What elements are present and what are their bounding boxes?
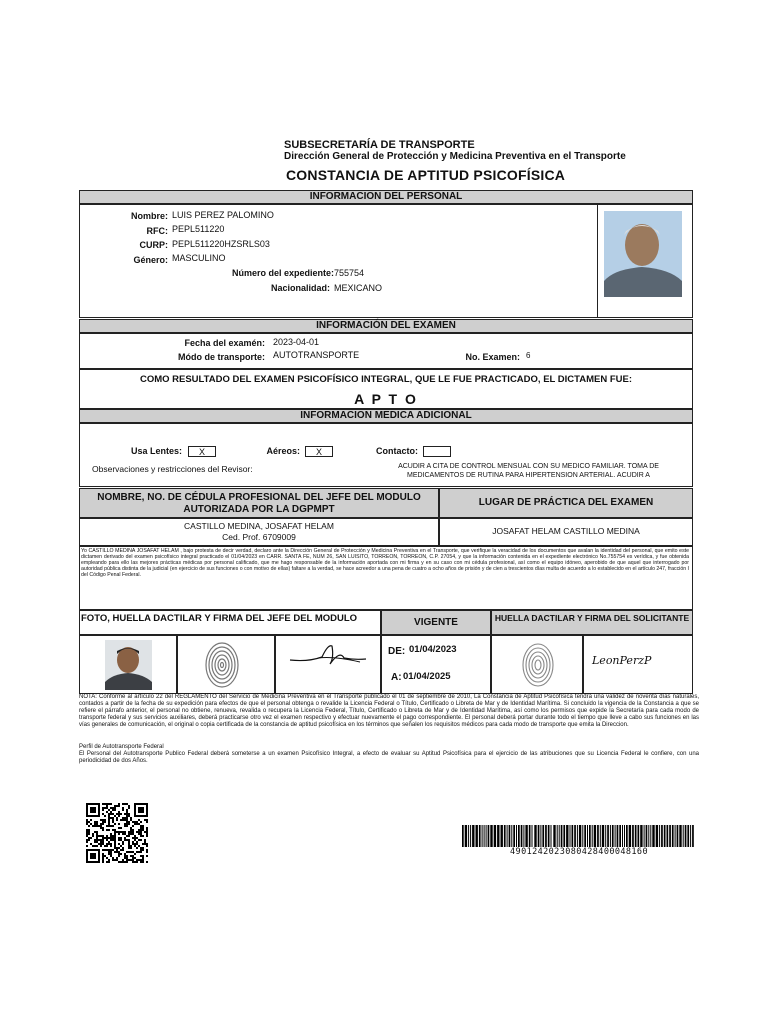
aereos-label: Aéreos:: [266, 446, 300, 456]
expediente-label: Número del expediente:: [231, 268, 334, 278]
nombre-value: LUIS PEREZ PALOMINO: [172, 210, 274, 220]
rfc-value: PEPL511220: [172, 224, 225, 234]
expediente-value: 755754: [334, 268, 365, 278]
genero-value: MASCULINO: [172, 253, 226, 263]
perfil-title: Perfil de Autotransporte Federal: [79, 744, 164, 750]
header-line2: Dirección General de Protección y Medicina Preventiva en el Transporte: [284, 151, 626, 162]
fecha-value: 2023-04-01: [273, 337, 320, 347]
aereos-checkbox: X: [305, 446, 333, 457]
dictamen-value: A P T O: [354, 391, 418, 407]
solicitante-signature: LeonPerzP: [592, 654, 652, 667]
jefe-title: NOMBRE, NO. DE CÉDULA PROFESIONAL DEL JEFE DEL MODULO AUTORIZADA POR LA DGPMPT: [79, 488, 439, 518]
nacionalidad-value: MEXICANO: [334, 283, 383, 293]
vigencia-de-value: 01/04/2023: [409, 644, 457, 655]
solicitante-fingerprint-icon: [520, 641, 556, 694]
lugar-value: JOSAFAT HELAM CASTILLO MEDINA: [492, 526, 640, 536]
curp-label: CURP:: [139, 240, 168, 250]
contacto-label: Contacto:: [376, 446, 418, 456]
jefe-fingerprint-icon: [204, 641, 240, 694]
contacto-checkbox: [423, 446, 451, 457]
examen-section-title: INFORMACIÓN DEL EXAMEN: [79, 319, 693, 333]
lugar-title: LUGAR DE PRÁCTICA DEL EXAMEN: [439, 488, 693, 518]
lentes-checkbox: X: [188, 446, 216, 457]
perfil-text: El Personal del Autotransporte Publico Federal deberá someterse a un examen Psicofísico Integral, a efecto de evaluar su Aptitud Psicofísica para el ejercicio de las atribuciones que su Licencia Federal le confiere, con una periodicidad de dos Años.: [79, 751, 699, 764]
modo-value: AUTOTRANSPORTE: [273, 350, 360, 360]
jefe-signature-icon: [288, 640, 368, 675]
resultado-text: COMO RESULTADO DEL EXAMEN PSICOFÍSICO INTEGRAL, QUE LE FUE PRACTICADO, EL DICTAMEN FUE:: [139, 374, 633, 385]
nota-text: NOTA: Conforme al artículo 22 del REGLAMENTO del Servicio de Medicina Preventiva en el Transporte publicado el 01 de septiembre de 2010, La Constancia de Aptitud Psicofísica tendrá una validez de noventa días naturales, contados a partir de la fecha de su expedición para efectos de que el personal obtenga o revalide la Licencia Federal o Título, Certificado o Libreta de Mar y de Identidad Marítima. Si concluido la vigencia de la Constancia a que se refiere el párrafo anterior, el personal no obtiene, renueva, revalida o recupera la Licencia Federal, Título, Certificado o Libreta de Mar y de Identidad Marítima, así como los permisos que expide la Secretaría para cada modo de transporte federal y sus servicios auxiliares, deberá practicarse otro vez el examen respectivo y efectuar nuevamente el pago correspondiente. El personal deberá portar durante todo el tiempo que lleve a cabo sus funciones en las vías generales de comunicación, el original o copia certificada de la constancia de aptitud psicofísica en los términos que señalen los requisitos médicos para cada modo de transporte que emita la Direccion.: [79, 694, 699, 728]
jefe-cedula: Ced. Prof. 6709009: [222, 532, 296, 542]
barcode-number: 4901242023080428400048160: [510, 847, 648, 857]
curp-value: PEPL511220HZSRLS03: [172, 239, 270, 249]
fecha-label: Fecha del examén:: [184, 338, 265, 348]
applicant-photo: [604, 211, 682, 297]
nombre-label: Nombre:: [130, 211, 168, 221]
vigencia-de-label: DE:: [388, 646, 406, 657]
genero-label: Género:: [133, 255, 168, 265]
vigente-title: VIGENTE: [381, 610, 491, 635]
medica-section-title: INFORMACION MEDICA ADICIONAL: [79, 409, 693, 423]
lentes-label: Usa Lentes:: [130, 446, 182, 456]
document-title: CONSTANCIA DE APTITUD PSICOFÍSICA: [286, 167, 566, 183]
qr-code-icon: [86, 803, 148, 868]
vigencia-a-label: A:: [391, 672, 402, 683]
foto-title: FOTO, HUELLA DACTILAR Y FIRMA DEL JEFE DEL MODULO: [79, 610, 381, 635]
vigencia-a-value: 01/04/2025: [403, 671, 451, 682]
jefe-nombre: CASTILLO MEDINA, JOSAFAT HELAM: [184, 521, 334, 531]
header-line1: SUBSECRETARÍA DE TRANSPORTE: [284, 139, 475, 151]
no-examen-value: 6: [526, 351, 531, 360]
declaracion-text: Yo CASTILLO MEDINA JOSAFAT HELAM , bajo protesta de decir verdad, declaro ante la Dirección General de Protección y Medicina Preventiva en el Transporte, que verifique la veracidad de los documentos que avalan la identidad del personal, que emito este dictamen derivado del examen psicofísico integral practicado el 01/04/2023 en CARR. SANTA FE, NUM 26, SAN LUISITO, TORREON, TORREON, C.P. 27054, y que la información contenida en el expediente electrónico No.755754 es verídica, y fue obtenida empleando para ello las mejores prácticas médicas por personal calificado, que me hago responsable de la información aportada con mi firma y en su caso con mi cédula profesional, así como el equipo idóneo, aperobido de que aquel que interrogado por autoridad pública distinta de la judicial (en ejercicio de sus funciones o con motivo de ellas) faltare a la verdad, se hace acreedor a una pena de cuatro a ocho años de prisión y de cien a trescientos días multa de acuerdo a lo establecido en el artículo 247, fracción I del Código Penal Federal.: [81, 548, 689, 578]
no-examen-label: No. Examen:: [465, 352, 520, 362]
observaciones-value: ACUDIR A CITA DE CONTROL MENSUAL CON SU MEDICO FAMILIAR. TOMA DE MEDICAMENTOS DE RUTINA PARA HIPERTENSION ARTERIAL. ACUDIR A: [398, 463, 659, 479]
jefe-photo: [105, 640, 152, 690]
rfc-label: RFC:: [146, 226, 168, 236]
nacionalidad-label: Nacionalidad:: [270, 283, 330, 293]
personal-section-title: INFORMACION DEL PERSONAL: [79, 190, 693, 204]
observaciones-label: Observaciones y restricciones del Revisor:: [92, 464, 253, 474]
modo-label: Módo de transporte:: [178, 352, 265, 362]
solicitante-title: HUELLA DACTILAR Y FIRMA DEL SOLICITANTE: [491, 610, 693, 635]
